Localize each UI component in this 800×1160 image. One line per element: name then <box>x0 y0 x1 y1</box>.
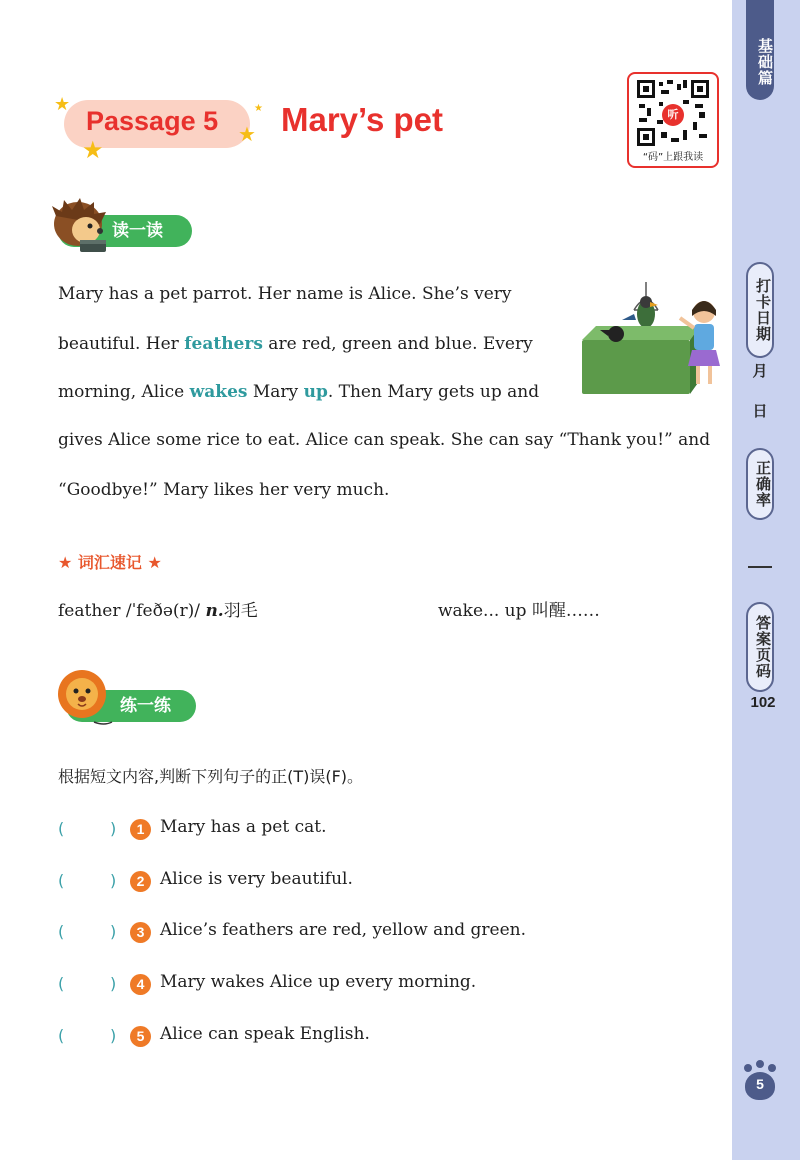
passage-text: Mary <box>247 382 304 402</box>
star-icon: ★ <box>254 103 263 114</box>
practice-section-label: 练一练 <box>120 696 171 716</box>
answer-paren-open: ( <box>58 1026 65 1045</box>
listen-badge: 听 <box>662 104 684 126</box>
keyword-feathers: feathers <box>184 334 263 354</box>
question-text: Alice is very beautiful. <box>160 869 353 889</box>
star-icon: ★ <box>82 136 104 164</box>
checkin-date-tab: 打卡日期 <box>746 262 774 358</box>
vocab-meaning: 羽毛 <box>223 601 258 621</box>
page-number: 5 <box>756 1076 764 1092</box>
answer-paren-close: ) <box>110 819 117 838</box>
qr-caption: “码”上跟我读 <box>642 152 704 163</box>
hedgehog-mascot-icon <box>50 198 110 256</box>
vocab-word: feather /ˈfeðə(r)/ <box>58 601 206 621</box>
answer-paren-close: ) <box>110 922 117 941</box>
answer-page-tab: 答案页码 <box>746 602 774 692</box>
vocab-word: wake... up <box>438 601 532 621</box>
accuracy-dash <box>748 566 772 568</box>
answer-blank[interactable] <box>58 871 118 890</box>
answer-paren-open: ( <box>58 819 65 838</box>
answer-blank[interactable] <box>58 819 118 838</box>
question-number-badge: 4 <box>130 974 151 995</box>
day-label: 日 <box>752 402 768 420</box>
question-number-badge: 3 <box>130 922 151 943</box>
answer-paren-close: ) <box>110 871 117 890</box>
answer-paren-open: ( <box>58 974 65 993</box>
question-text: Alice can speak English. <box>160 1024 370 1044</box>
passage-text: Mary has a pet parrot. Her name is Alice. She’s very <box>58 284 512 304</box>
answer-blank[interactable] <box>58 922 118 941</box>
question-number-badge: 2 <box>130 871 151 892</box>
keyword-up: up <box>303 382 328 402</box>
vocab-item-wake-up <box>438 596 600 621</box>
question-row <box>58 972 658 1000</box>
right-sidebar <box>732 0 800 1160</box>
question-text: Mary has a pet cat. <box>160 817 327 837</box>
passage-text: are red, green and blue. Every <box>262 334 533 354</box>
question-row <box>58 920 658 948</box>
page-title: Mary’s pet <box>281 101 444 138</box>
level-tab: 基础篇 <box>746 0 774 100</box>
passage-line-1 <box>58 284 512 304</box>
star-icon: ★ <box>238 122 256 146</box>
accuracy-tab: 正确率 <box>746 448 774 520</box>
paw-toe-icon <box>744 1064 752 1072</box>
question-text: Mary wakes Alice up every morning. <box>160 972 477 992</box>
passage-line-5 <box>58 480 389 500</box>
answer-paren-open: ( <box>58 922 65 941</box>
answer-paren-open: ( <box>58 871 65 890</box>
question-row <box>58 1024 658 1052</box>
question-row <box>58 869 658 897</box>
vocab-meaning: 叫醒…… <box>531 601 600 621</box>
vocab-heading: ★ 词汇速记 ★ <box>58 553 162 572</box>
passage-text: “Goodbye!” Mary likes her very much. <box>58 480 390 500</box>
question-number-badge: 1 <box>130 819 151 840</box>
paw-toe-icon <box>756 1060 764 1068</box>
month-label: 月 <box>752 362 768 380</box>
vocab-item-feather <box>58 596 258 621</box>
answer-blank[interactable] <box>58 974 118 993</box>
passage-text: beautiful. Her <box>58 334 185 354</box>
passage-number: Passage 5 <box>86 106 219 136</box>
exercise-instruction: 根据短文内容,判断下列句子的正(T)误(F)。 <box>58 767 364 786</box>
girl-and-parrot-illustration <box>578 280 724 400</box>
answer-paren-close: ) <box>110 974 117 993</box>
keyword-wakes: wakes <box>189 382 248 402</box>
passage-text: morning, Alice <box>58 382 190 402</box>
star-icon: ★ <box>54 94 71 115</box>
question-text: Alice’s feathers are red, yellow and green. <box>160 920 527 940</box>
answer-blank[interactable] <box>58 1026 118 1045</box>
passage-line-2 <box>58 334 533 354</box>
vocab-part-of-speech: n. <box>205 601 224 621</box>
passage-text: . Then Mary gets up and <box>327 382 540 402</box>
lion-mascot-icon <box>54 666 114 730</box>
read-section-label: 读一读 <box>112 221 163 241</box>
qr-code-listen[interactable] <box>627 72 719 168</box>
paw-toe-icon <box>768 1064 776 1072</box>
sidebar-scallop-edge <box>724 0 740 1160</box>
question-number-badge: 5 <box>130 1026 151 1047</box>
passage-text: gives Alice some rice to eat. Alice can speak. She can say “Thank you!” and <box>58 430 711 450</box>
passage-line-4 <box>58 430 710 450</box>
answer-page-number: 102 <box>750 694 776 711</box>
answer-paren-close: ) <box>110 1026 117 1045</box>
page-number-badge <box>740 1062 780 1102</box>
question-row <box>58 817 658 845</box>
passage-line-3 <box>58 382 539 402</box>
